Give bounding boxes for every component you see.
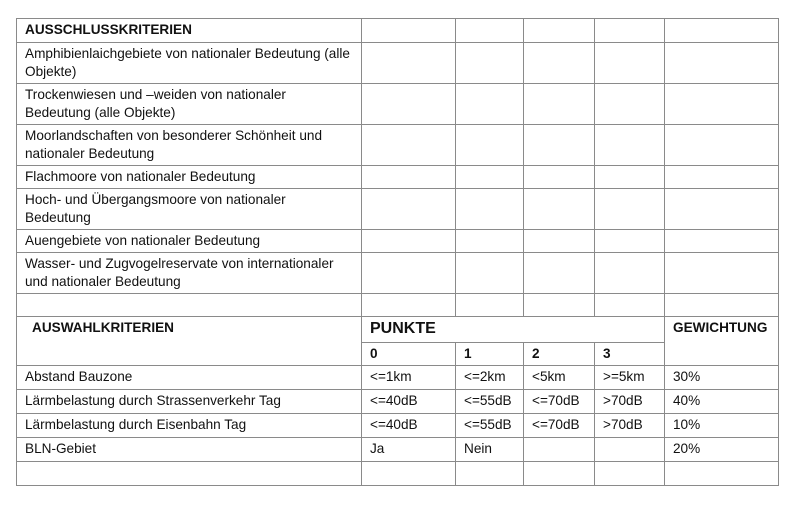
points-value: >70dB [595, 390, 665, 414]
exclusion-criterion: Trockenwiesen und –weiden von nationaler Bedeutung (alle Objekte) [17, 84, 362, 125]
table-row [17, 390, 779, 414]
points-value: <=55dB [456, 414, 524, 438]
selection-criterion: Lärmbelastung durch Eisenbahn Tag [17, 414, 362, 438]
table-row [17, 125, 779, 166]
points-value [595, 438, 665, 462]
table-row [17, 366, 779, 390]
table-row [17, 414, 779, 438]
exclusion-criterion: Auengebiete von nationaler Bedeutung [17, 230, 362, 253]
points-value: >=5km [595, 366, 665, 390]
table-row [17, 166, 779, 189]
points-value: <5km [524, 366, 595, 390]
selection-header-row [17, 317, 779, 343]
points-value: <=70dB [524, 390, 595, 414]
exclusion-criterion: Wasser- und Zugvogelreservate von internationaler und nationaler Bedeutung [17, 253, 362, 294]
exclusion-criterion: Flachmoore von nationaler Bedeutung [17, 166, 362, 189]
points-col-1: 1 [456, 343, 524, 366]
points-value: Ja [362, 438, 456, 462]
table-row [17, 230, 779, 253]
points-value: <=1km [362, 366, 456, 390]
table-row [17, 438, 779, 462]
weight-value: 40% [665, 390, 779, 414]
points-value: <=40dB [362, 414, 456, 438]
exclusion-header-row [17, 19, 779, 43]
points-value: Nein [456, 438, 524, 462]
selection-criterion: Abstand Bauzone [17, 366, 362, 390]
points-col-2: 2 [524, 343, 595, 366]
exclusion-criterion: Hoch- und Übergangsmoore von nationaler Bedeutung [17, 189, 362, 230]
weight-value: 20% [665, 438, 779, 462]
selection-header: AUSWAHLKRITERIEN [17, 317, 362, 366]
points-value: <=2km [456, 366, 524, 390]
criteria-table [16, 18, 779, 486]
empty-row [17, 294, 779, 317]
selection-criterion: Lärmbelastung durch Strassenverkehr Tag [17, 390, 362, 414]
table-row [17, 84, 779, 125]
weight-value: 10% [665, 414, 779, 438]
points-value: <=70dB [524, 414, 595, 438]
exclusion-criterion: Moorlandschaften von besonderer Schönheit und nationaler Bedeutung [17, 125, 362, 166]
exclusion-criterion: Amphibienlaichgebiete von nationaler Bedeutung (alle Objekte) [17, 43, 362, 84]
table-row [17, 43, 779, 84]
table-row [17, 189, 779, 230]
exclusion-header: AUSSCHLUSSKRITERIEN [17, 19, 362, 43]
table-row [17, 253, 779, 294]
points-col-0: 0 [362, 343, 456, 366]
points-value: <=40dB [362, 390, 456, 414]
weight-value: 30% [665, 366, 779, 390]
empty-row [17, 462, 779, 486]
points-col-3: 3 [595, 343, 665, 366]
points-value: <=55dB [456, 390, 524, 414]
points-header: PUNKTE [362, 317, 665, 343]
points-value [524, 438, 595, 462]
points-value: >70dB [595, 414, 665, 438]
selection-criterion: BLN-Gebiet [17, 438, 362, 462]
weight-header: GEWICHTUNG [665, 317, 779, 366]
